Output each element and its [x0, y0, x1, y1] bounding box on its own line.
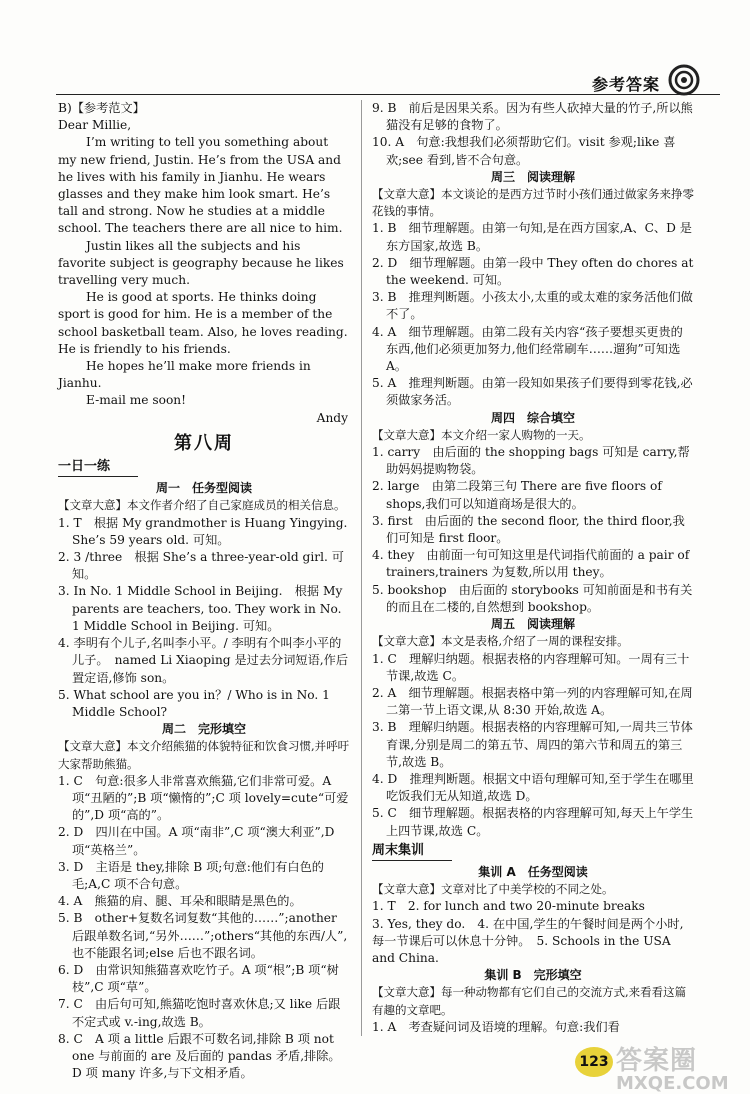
spiral-logo-icon — [668, 64, 700, 96]
section-heading: 周末集训 — [372, 842, 452, 861]
summary-paragraph: 【文章大意】本文介绍熊猫的体貌特征和饮食习惯,并呼吁大家帮助熊猫。 — [58, 739, 350, 771]
text-line: 1. A 考查疑问词及语境的理解。句意:我们看 — [372, 1019, 620, 1034]
text-line: 1. B 细节理解题。由第一句知,是在西方国家,A、C、D 是东方国家,故选 B。 — [372, 221, 692, 253]
text-line: 9. B 前后是因果关系。因为有些人砍掉大量的竹子,所以熊猫没有足够的食物了。 — [372, 101, 693, 133]
section-heading: 一日一练 — [58, 458, 138, 477]
text-line: Andy — [316, 410, 348, 425]
text-line: 5. B other+复数名词复数“其他的……”;another 后跟单数名词,“另外……”;others“其他的东西/人”,也不能跟名词;else 后也不跟名词。 — [58, 911, 348, 960]
section-heading: 第八周 — [174, 432, 234, 454]
summary-paragraph: 【文章大意】文章对比了中美学校的不同之处。 — [372, 882, 614, 897]
page-header — [0, 0, 750, 100]
text-line: 4. 李明有个儿子,名叫李小平。/ 李明有个叫李小平的儿子。 named Li Xiaoping 是过去分词短语,作后置定语,修饰 son。 — [58, 636, 349, 685]
text-line: E-mail me soon! — [86, 393, 187, 408]
section-heading: 周一 任务型阅读 — [155, 481, 252, 496]
section-heading: 周四 综合填空 — [490, 410, 575, 425]
right-column — [372, 100, 694, 1036]
text-line: 10. A 句意:我想我们必须帮助它们。visit 参观;like 喜欢;see 看到,皆不合句意。 — [372, 135, 676, 167]
text-line: 3. B 推理判断题。小孩太小,太重的或太难的家务活他们做不了。 — [372, 290, 693, 322]
left-column — [58, 100, 350, 1082]
section-heading: 周三 阅读理解 — [490, 169, 575, 184]
watermark-line1: 答案圈 — [616, 1046, 698, 1076]
text-line: 1. C 理解归纳题。根据表格的内容理解可知。一周有三十节课,故选 C。 — [372, 651, 690, 683]
text-line: 2. D 细节理解题。由第一段中 They often do chores at the weekend. 可知。 — [372, 255, 694, 288]
header-rule — [56, 94, 720, 95]
page-number: 123 — [575, 1047, 613, 1077]
section-heading: 集训 A 任务型阅读 — [478, 864, 588, 879]
text-line: 4. they 由前面一句可知这里是代词指代前面的 a pair of trainers,trainers 为复数,所以用 they。 — [372, 548, 690, 580]
text-line: 3. first 由后面的 the second floor, the third floor,我们可知是 first floor。 — [372, 513, 685, 546]
text-line: 2. D 四川在中国。A 项“南非”,C 项“澳大利亚”,D 项“英格兰”。 — [58, 825, 335, 857]
text-line: 6. D 由常识知熊猫喜欢吃竹子。A 项“根”;B 项“树枝”,C 项“草”。 — [58, 962, 339, 995]
summary-paragraph: 【文章大意】本文作者介绍了自己家庭成员的相关信息。 — [58, 498, 346, 513]
watermark-line2: MXQE.COM — [616, 1073, 729, 1094]
text-line: 1. T 根据 My grandmother is Huang Yingying. She’s 59 years old. 可知。 — [58, 515, 348, 547]
text-line: I’m writing to tell you something about my new friend, Justin. He’s from the USA and he lives with his family in Jianhu. He wears glasses and they make him look smart. He’s tall and strong. Now he studies at a middle school. The teachers there are all nice to him. — [58, 135, 343, 236]
text-line: 1. C 句意:很多人非常喜欢熊猫,它们非常可爱。A 项“丑陋的”;B 项“懒惰的”;C 项 lovely=cute“可爱的”,D 项“高的”。 — [58, 773, 349, 823]
text-line: 8. C A 项 a little 后跟不可数名词,排除 B 项 not one 与前面的 are 及后面的 pandas 矛盾,排除。D 项 many 许多,与下文相矛盾。 — [58, 1031, 341, 1081]
summary-paragraph: 【文章大意】本文介绍一家人购物的一天。 — [372, 427, 591, 442]
text-line: 3. B 理解归纳题。根据表格的内容理解可知,一周共三节体育课,分别是周二的第五节、周四的第六节和周五的第三节,故选 B。 — [372, 720, 693, 769]
section-heading: 周二 完形填空 — [161, 722, 246, 737]
text-line: He hopes he’ll make more friends in Jianhu. — [58, 359, 311, 391]
text-line: 5. C 细节理解题。根据表格的内容理解可知,每天上午学生上四节课,故选 C。 — [372, 806, 694, 838]
text-line: 2. A 细节理解题。根据表格中第一列的内容理解可知,在周二第一节上语文课,从 8:30 开始,故选 A。 — [372, 685, 693, 718]
text-line: 3. D 主语是 they,排除 B 项;句意:他们有白色的毛;A,C 项不合句意。 — [58, 859, 324, 891]
text-line: 1. T 2. for lunch and two 20-minute breaks — [372, 899, 645, 914]
section-heading: 周五 阅读理解 — [490, 617, 575, 632]
section-heading: 集训 B 完形填空 — [484, 968, 582, 983]
summary-paragraph: 【文章大意】每一种动物都有它们自己的交流方式,来看看这篇有趣的文章吧。 — [372, 985, 687, 1017]
text-line: 5. What school are you in？/ Who is in No. 1 Middle School? — [58, 687, 330, 719]
text-line: 4. A 熊猫的肩、腿、耳朵和眼睛是黑色的。 — [58, 894, 302, 909]
text-line: 3. Yes, they do. 4. 在中国,学生的午餐时间是两个小时,每一节课后可以休息十分钟。 5. Schools in the USA and China. — [372, 916, 684, 965]
text-line: 2. 3 /three 根据 She’s a three-year-old girl. 可知。 — [58, 550, 344, 582]
column-divider — [361, 100, 362, 1036]
text-line: 5. A 推理判断题。由第一段知如果孩子们要得到零花钱,必须做家务活。 — [372, 376, 693, 408]
header-title: 参考答案 — [591, 75, 660, 94]
text-line: 4. A 细节理解题。由第二段有关内容“孩子要想买更贵的东西,他们必须更加努力,他们经常刷车……遛狗”可知选 A。 — [372, 324, 683, 374]
text-line: Dear Millie, — [58, 118, 132, 133]
text-line: 3. In No. 1 Middle School in Beijing. 根据 My parents are teachers, too. They work in No. 1 Middle School in Beijing. 可知。 — [58, 584, 343, 633]
text-line: 2. large 由第二段第三句 There are five floors of shops,我们可以知道商场是很大的。 — [372, 479, 662, 511]
text-line: B)【参考范文】 — [58, 101, 145, 115]
summary-paragraph: 【文章大意】本文是表格,介绍了一周的课程安排。 — [372, 634, 629, 649]
text-line: Justin likes all the subjects and his favorite subject is geography because he likes travelling very much. — [58, 238, 344, 288]
text-line: He is good at sports. He thinks doing sport is good for him. He is a member of the school basketball team. Also, he loves reading. He is friendly to his friends. — [58, 290, 348, 356]
text-line: 4. D 推理判断题。根据文中语句理解可知,至于学生在哪里吃饭我们无从知道,故选 D。 — [372, 771, 694, 804]
watermark — [616, 1040, 750, 1092]
text-line: 5. bookshop 由后面的 storybooks 可知前面是和书有关的而且在二楼的,自然想到 bookshop。 — [372, 582, 693, 614]
text-line: 1. carry 由后面的 the shopping bags 可知是 carry,帮助妈妈提购物袋。 — [372, 445, 690, 477]
text-line: 7. C 由后句可知,熊猫吃饱时喜欢休息;又 like 后跟不定式或 v.-ing,故选 B。 — [58, 997, 341, 1029]
summary-paragraph: 【文章大意】本文谈论的是西方过节时小孩们通过做家务来挣零花钱的事情。 — [372, 187, 694, 219]
